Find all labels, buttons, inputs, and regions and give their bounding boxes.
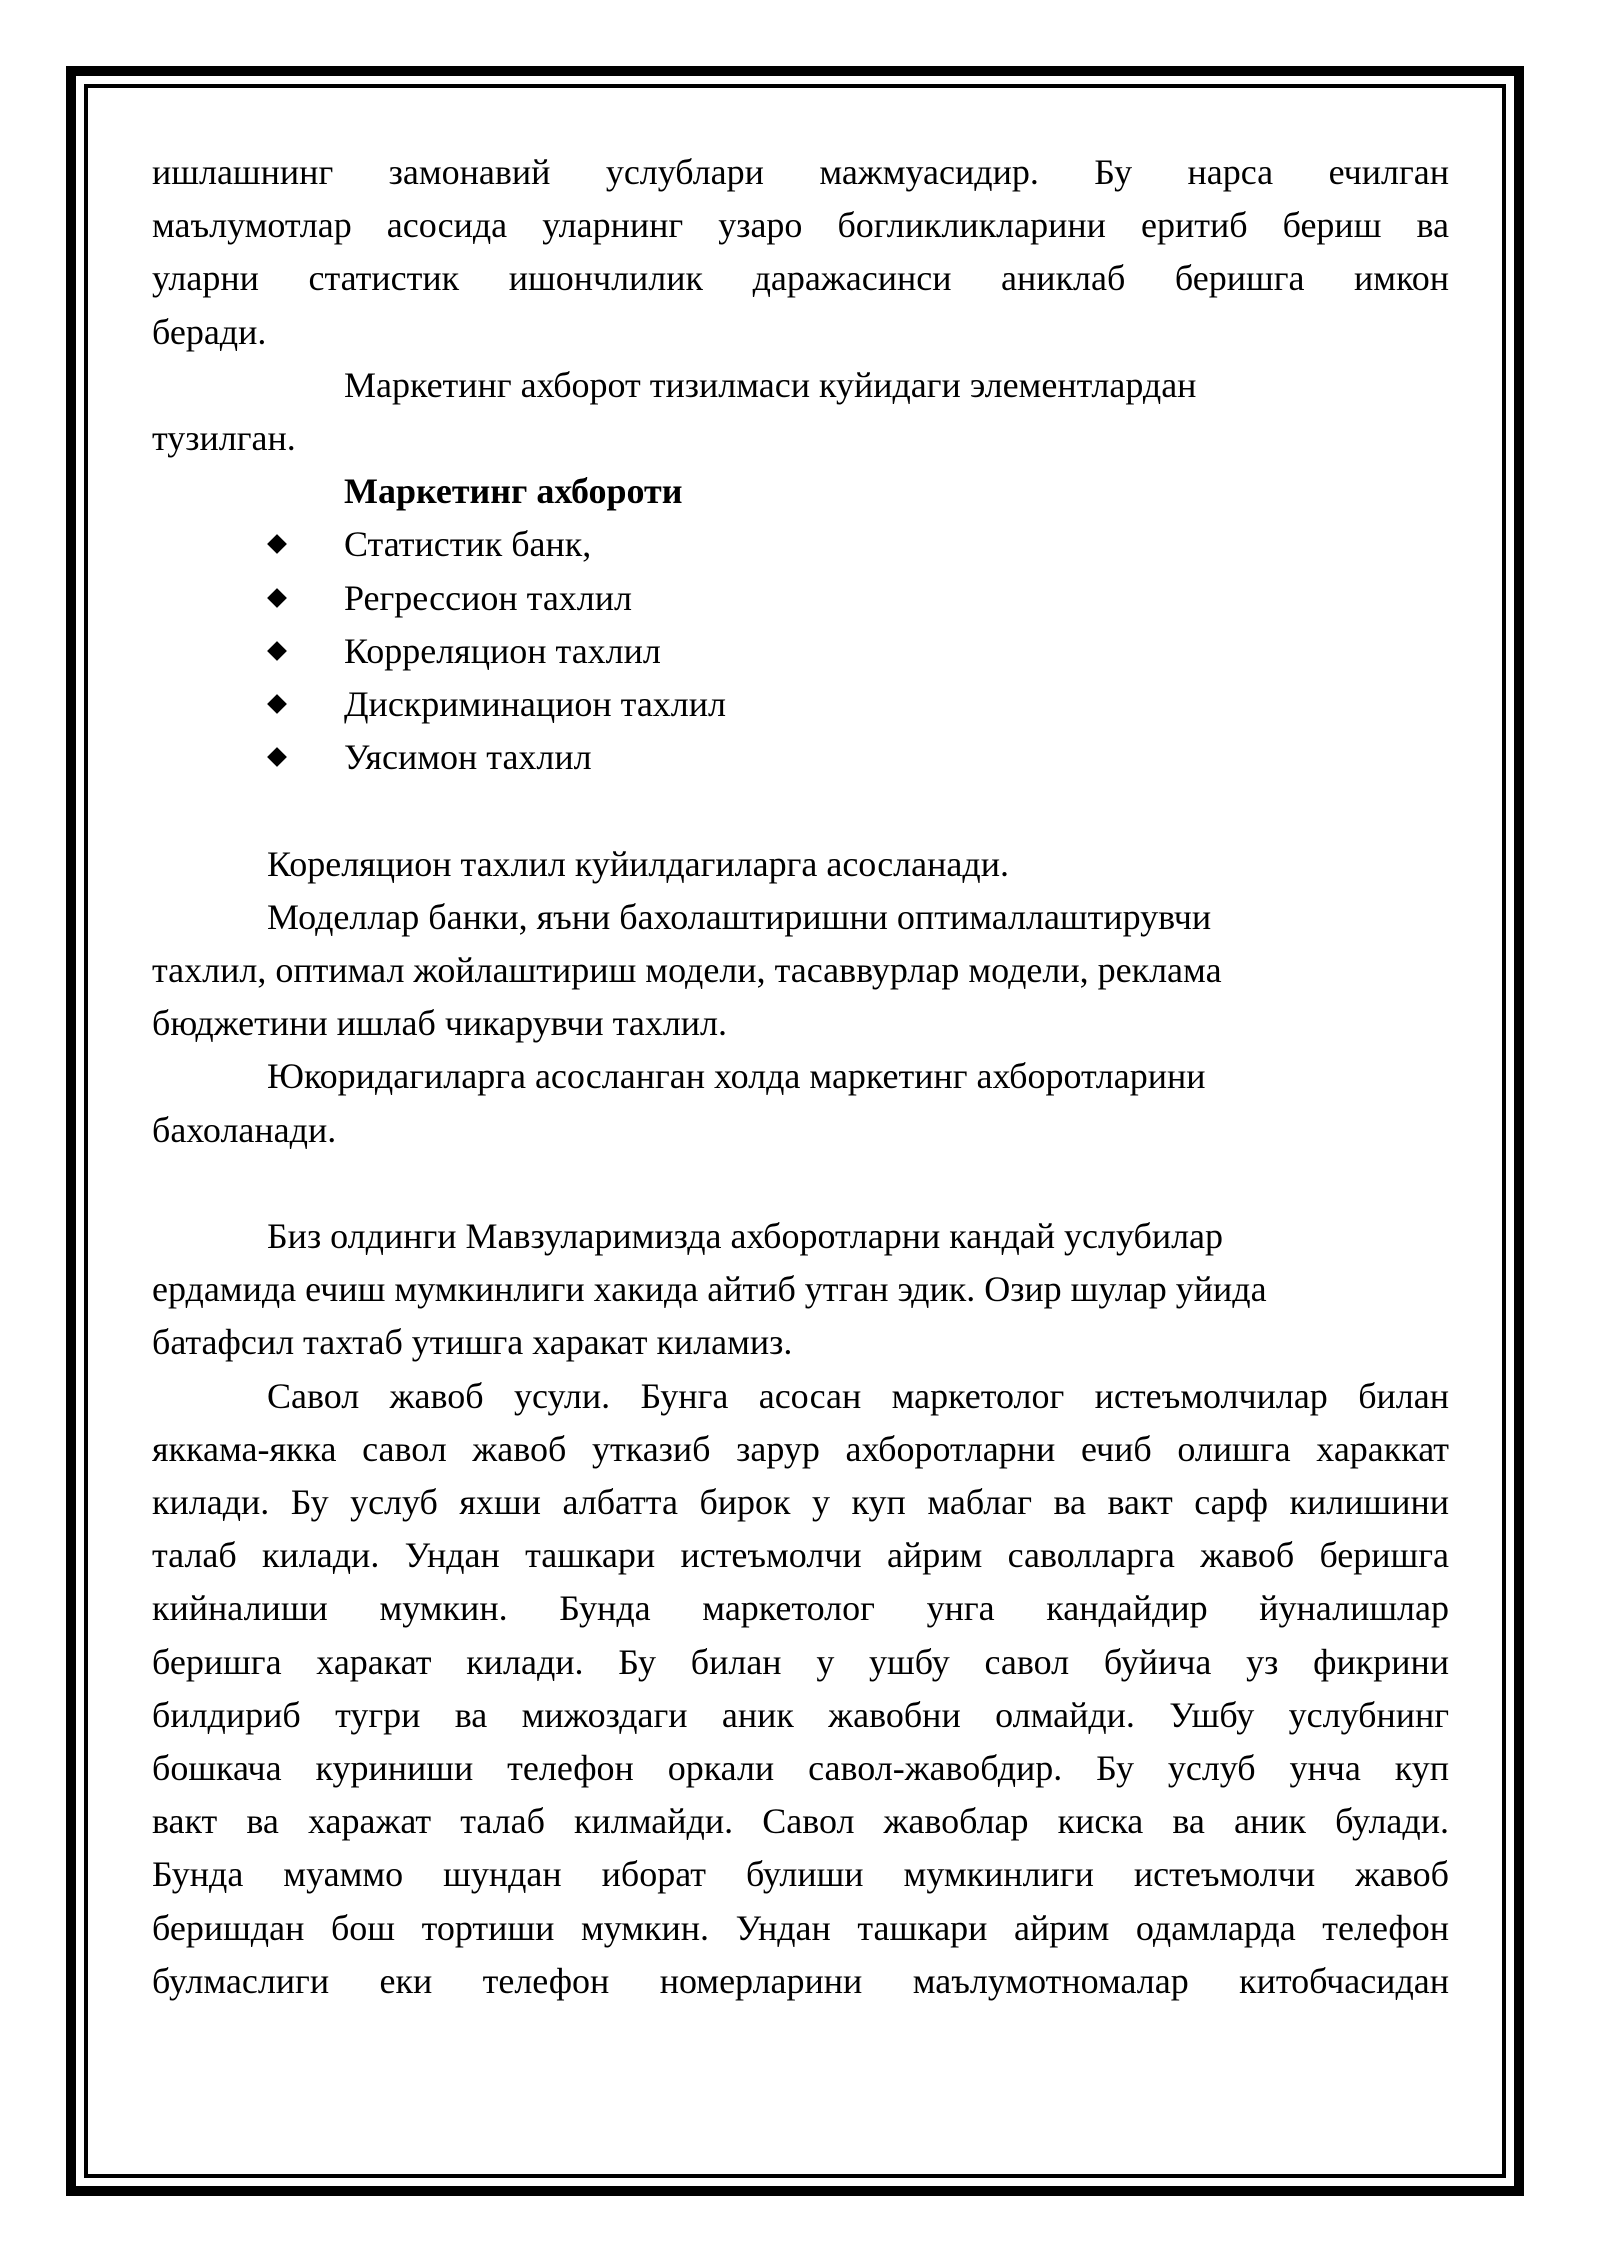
blank-line [152,784,1449,837]
list-item [152,518,1449,571]
text-line: уларни статистик ишончлилик даражасинси аниклаб беришга имкон [152,258,1449,299]
correlation-paragraph: Кореляцион тахлил куйилдагиларга асосланади. [267,843,1009,884]
text-line: килади. Бу услуб яхши албатта бирок у куп маблаг ва вакт сарф килишини [152,1482,1449,1523]
text-line: Моделлар банки, яъни бахолаштиришни оптималлаштирувчи [267,896,1212,937]
text-line: маълумотлар асосида уларнинг узаро богликликларини еритиб бериш ва [152,205,1449,246]
text-line: вакт ва харажат талаб килмайди. Савол жавоблар киска ва аник булади. [152,1801,1449,1842]
text-line: тахлил, оптимал жойлаштириш модели, тасаввурлар модели, реклама [152,950,1222,991]
interview-paragraph [152,1370,1449,2008]
diamond-bullet-icon [267,747,287,767]
text-line: ишлашнинг замонавий услублари мажмуасидир. Бу нарса ечилган [152,152,1449,192]
text-line: тузилган. [152,418,296,459]
diamond-bullet-icon [267,588,287,608]
text-line: беришга харакат килади. Бу билан у ушбу савол буйича уз фикрини [152,1641,1449,1682]
text-line: талаб килади. Ундан ташкари истеъмолчи айрим саволларга жавоб беришга [152,1535,1449,1576]
list-item-label: Регрессион тахлил [344,577,632,618]
text-line: Бунда муаммо шундан иборат булиши мумкинлиги истеъмолчи жавоб [152,1854,1449,1895]
list-item [152,678,1449,731]
diamond-bullet-icon [267,535,287,555]
text-line: Биз олдинги Мавзуларимизда ахборотларни кандай услубилар [267,1216,1224,1257]
document-body [152,146,1449,2008]
models-paragraph [152,891,1449,1051]
blank-line [152,1157,1449,1210]
text-line: Юкоридагиларга асосланган холда маркетинг ахборотларини [267,1056,1206,1097]
text-line: ердамида ечиш мумкинлиги хакида айтиб утган эдик. Озир шулар уйида [152,1269,1267,1310]
text-line: Савол жавоб усули. Бунга асосан маркетолог истеъмолчилар билан [267,1375,1449,1416]
conclusion-paragraph [152,1050,1449,1156]
system-paragraph [152,359,1449,465]
list-item [152,731,1449,784]
list-item [152,625,1449,678]
text-line: кийналиши мумкин. Бунда маркетолог унга кандайдир йуналишлар [152,1588,1449,1629]
text-line: бошкача куриниши телефон оркали савол-жавобдир. Бу услуб унча куп [152,1748,1449,1789]
diamond-bullet-icon [267,694,287,714]
text-line: яккама-якка савол жавоб утказиб зарур ахборотларни ечиб олишга хараккат [152,1428,1449,1469]
list-item [152,572,1449,625]
text-line: батафсил тахтаб утишга харакат киламиз. [152,1322,793,1363]
list-item-label: Уясимон тахлил [344,737,592,778]
text-line: беришдан бош тортиши мумкин. Ундан ташкари айрим одамларда телефон [152,1907,1449,1948]
list-heading: Маркетинг ахбороти [344,471,683,512]
list-item-label: Статистик банк, [344,524,592,565]
text-line: булмаслиги еки телефон номерларини маълумотномалар китобчасидан [152,1960,1449,2001]
text-line: бахоланади. [152,1109,337,1150]
text-line: бюджетини ишлаб чикарувчи тахлил. [152,1003,728,1044]
text-line: беради. [152,311,267,352]
text-line: билдириб тугри ва мижоздаги аник жавобни олмайди. Ушбу услубнинг [152,1694,1449,1735]
bullet-list [152,518,1449,784]
list-item-label: Дискриминацион тахлил [344,684,726,725]
intro-paragraph [152,146,1449,359]
methods-paragraph [152,1210,1449,1370]
list-item-label: Корреляцион тахлил [344,630,661,671]
text-line: Маркетинг ахборот тизилмаси куйидаги элементлардан [344,364,1197,405]
diamond-bullet-icon [267,641,287,661]
